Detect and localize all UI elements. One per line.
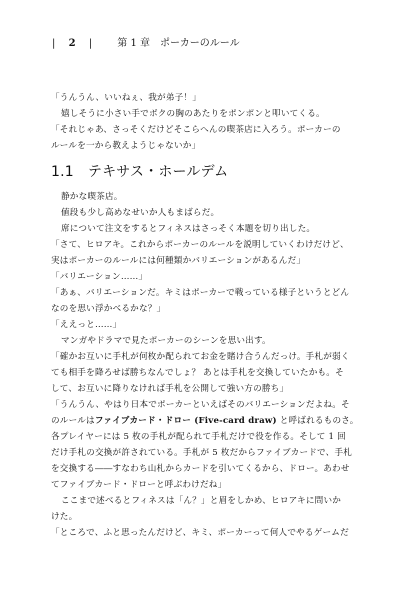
text-line: ルールを一から教えようじゃないか」 xyxy=(51,141,201,151)
text-line: 値段も少し高めなせいか人もまばらだ。 xyxy=(61,208,220,218)
text-line: 「うんうん、やはり日本でポーカーといえばそのバリエーションだよね。そ xyxy=(51,400,350,410)
text-line: ても相手を降ろせば勝ちなんでしょ？ あとは手札を交換していたかも。そ xyxy=(51,368,344,378)
text-line: 各プレイヤーには 5 枚の手札が配られて手札だけで役を作る。そして 1 回 xyxy=(51,432,346,442)
text-line xyxy=(51,413,371,429)
text-line: てファイブカード・ドローと呼ぶわけだね」 xyxy=(51,480,227,490)
text-line: なのを思い浮かべるかな？」 xyxy=(51,304,166,314)
text-line: 「ええっと……」 xyxy=(51,320,122,330)
text-line: を交換する――すなわち山札からカードを引いてくるから、ドロー。あわせ xyxy=(51,464,350,474)
chapter-title: 第 1 章 ポーカーのルール xyxy=(117,38,240,49)
text-line: 席について注文をするとフィネスはさっそく本題を切り出した。 xyxy=(61,224,316,234)
text-line: マンガやドラマで見たポーカーのシーンを思い出す。 xyxy=(61,336,271,346)
text-line: 静かな喫茶店。 xyxy=(61,192,123,202)
text-line: 「ところで、ふと思ったんだけど、キミ、ポーカーって何人でやるゲームだ xyxy=(51,528,349,538)
text-run: のルールは xyxy=(51,416,95,426)
text-line: して、お互いに降りなければ手札を公開して強い方の勝ち」 xyxy=(51,384,289,394)
text-line: 「うんうん、いいねぇ、我が弟子！」 xyxy=(51,93,202,103)
text-line: 「あぁ、バリエーションだ。キミはポーカーで戦っている様子というとどん xyxy=(51,288,350,298)
text-line: 「バリエーション……」 xyxy=(51,272,148,282)
text-line: だけ手札の交換が許されている。手札が 5 枚だからファイブカードで、手札 xyxy=(51,448,353,458)
text-line: けた。 xyxy=(51,512,78,522)
text-line: ここまで述べるとフィネスは「ん？」と眉をしかめ、ヒロアキに問いか xyxy=(61,496,342,506)
body-text xyxy=(51,90,371,541)
text-line: 「さて、ヒロアキ。これからポーカーのルールを説明していくわけだけど、 xyxy=(51,240,349,250)
text-line: 実はポーカーのルールには何種類かバリエーションがあるんだ」 xyxy=(51,256,306,266)
text-line: 嬉しそうに小さい手でボクの胸のあたりをポンポンと叩いてくる。 xyxy=(61,109,325,119)
bold-term: ファイブカード・ドロー (Five-card draw) xyxy=(94,416,277,426)
header-left-bar: | xyxy=(52,38,56,49)
section-number: 1.1 xyxy=(51,164,74,180)
section-title: テキサス・ホールデム xyxy=(87,164,229,180)
text-run: と呼ばれるものさ。 xyxy=(276,416,359,426)
header-right-bar: | xyxy=(88,38,93,49)
section-heading xyxy=(51,161,371,183)
running-header xyxy=(52,38,240,50)
text-line: 「確かお互いに手札が何枚か配られてお金を賭け合うんだっけ。手札が弱く xyxy=(51,352,350,362)
text-line: 「それじゃあ、さっそくだけどそこらへんの喫茶店に入ろう。ポーカーの xyxy=(51,125,341,135)
page-number: 2 xyxy=(68,38,76,49)
